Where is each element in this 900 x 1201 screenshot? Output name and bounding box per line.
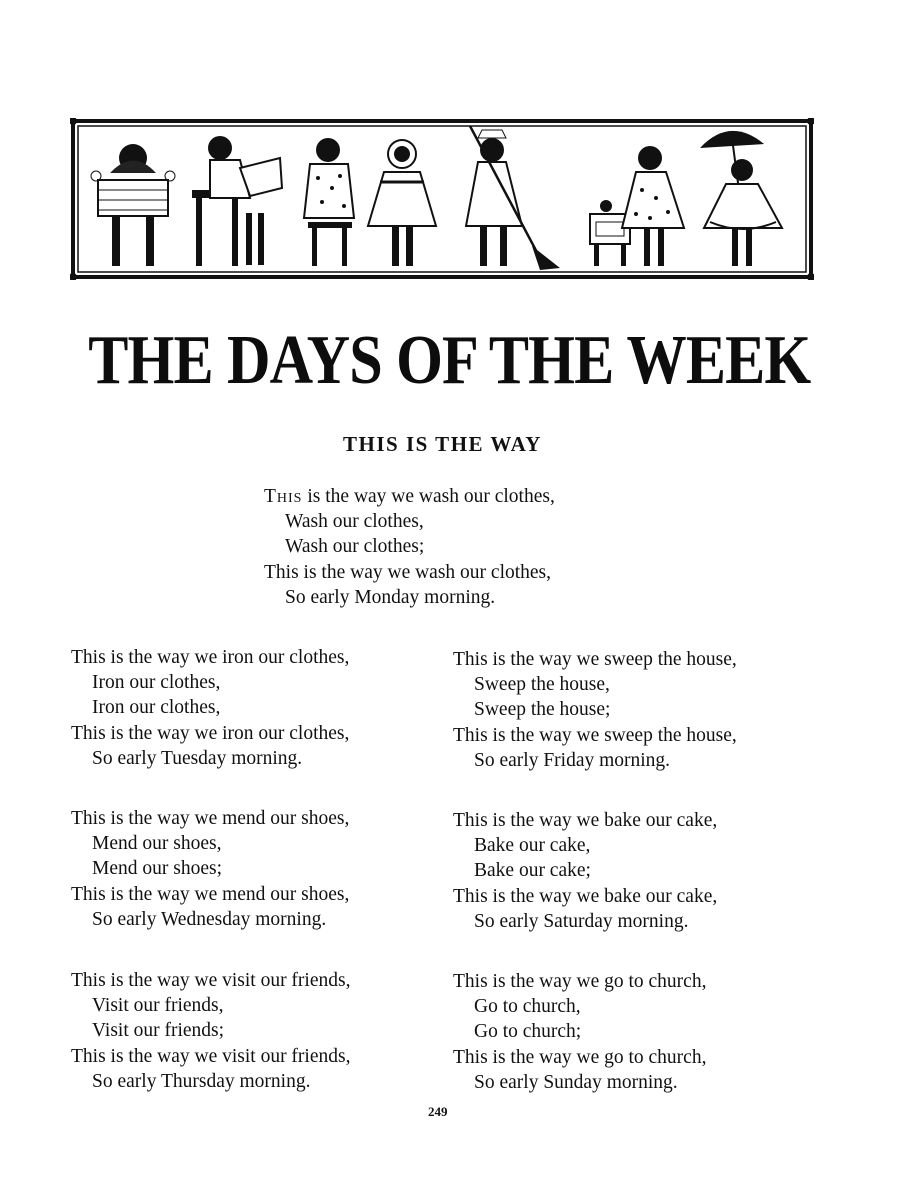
verse-line: So early Saturday morning. — [474, 910, 689, 932]
verse-line: So early Monday morning. — [285, 586, 496, 608]
verse-line: Iron our clothes, — [92, 697, 221, 719]
verse-line: Visit our friends; — [92, 1020, 225, 1042]
stanza-wednesday — [71, 806, 349, 932]
stanza-thursday — [71, 968, 350, 1094]
verse-line: This is the way we sweep the house, — [453, 649, 737, 670]
verse-line: Iron our clothes, — [92, 672, 221, 694]
verse-line: Visit our friends, — [92, 995, 224, 1017]
illustration-banner — [70, 118, 814, 280]
verse-line: So early Friday morning. — [474, 749, 671, 771]
verse-line: This is the way we iron our clothes, — [71, 722, 350, 744]
stanza-friday — [453, 647, 737, 773]
verse-line: So early Sunday morning. — [474, 1071, 678, 1093]
stanza-sunday — [453, 969, 706, 1095]
church-child-figure — [700, 131, 782, 266]
verse-line: Sweep the house, — [474, 674, 610, 696]
verse-line: This is the way we wash our clothes, — [264, 561, 552, 583]
verse-line: This is the way we visit our friends, — [71, 1045, 351, 1067]
verse-line: Go to church; — [474, 1021, 582, 1043]
verse-line: This is the way we bake our cake, — [453, 810, 718, 831]
verse-line: This is the way we iron our clothes, — [71, 647, 350, 668]
verse-line: Go to church, — [474, 996, 581, 1018]
washing-child-figure — [91, 144, 175, 266]
verse-line: This is the way we sweep the house, — [453, 724, 737, 746]
poem-subtitle: THIS IS THE WAY — [343, 432, 542, 456]
verse-line: Wash our clothes, — [285, 511, 424, 533]
verse-line: Wash our clothes; — [285, 536, 425, 558]
verse-line: This is the way we visit our friends, — [71, 970, 351, 991]
verse-line-rest: is the way we wash our clothes, — [302, 486, 555, 507]
verse-line: Bake our cake, — [474, 835, 591, 857]
stanza-saturday — [453, 808, 717, 934]
verse-line: This is the way we bake our cake, — [453, 885, 718, 907]
baking-stove-figure — [590, 200, 630, 266]
sweeping-child-figure — [466, 126, 560, 270]
drop-word: This — [264, 486, 303, 507]
verse-line: This is the way we go to church, — [453, 971, 707, 992]
verse-line: So early Thursday morning. — [92, 1070, 311, 1092]
verse-line: So early Wednesday morning. — [92, 908, 327, 930]
verse-line: This is the way we go to church, — [453, 1046, 707, 1068]
verse-line: This is the way we mend our shoes, — [71, 883, 350, 905]
visiting-child-figure — [368, 140, 436, 266]
stanza-tuesday — [71, 645, 349, 771]
page-number: 249 — [428, 1104, 448, 1119]
baking-child-figure — [622, 146, 684, 266]
page-title: THE DAYS OF THE WEEK — [88, 322, 811, 399]
verse-line: This is the way we mend our shoes, — [71, 808, 350, 829]
verse-line: Mend our shoes, — [92, 833, 222, 855]
verse-line: Sweep the house; — [474, 699, 611, 721]
stanza-monday — [264, 484, 555, 610]
mending-child-figure — [304, 138, 354, 266]
verse-line — [264, 484, 555, 509]
verse-line: Bake our cake; — [474, 860, 591, 882]
ironing-child-figure — [192, 136, 282, 266]
verse-line: Mend our shoes; — [92, 858, 222, 880]
verse-line: So early Tuesday morning. — [92, 747, 303, 769]
chores-illustration — [70, 118, 814, 280]
